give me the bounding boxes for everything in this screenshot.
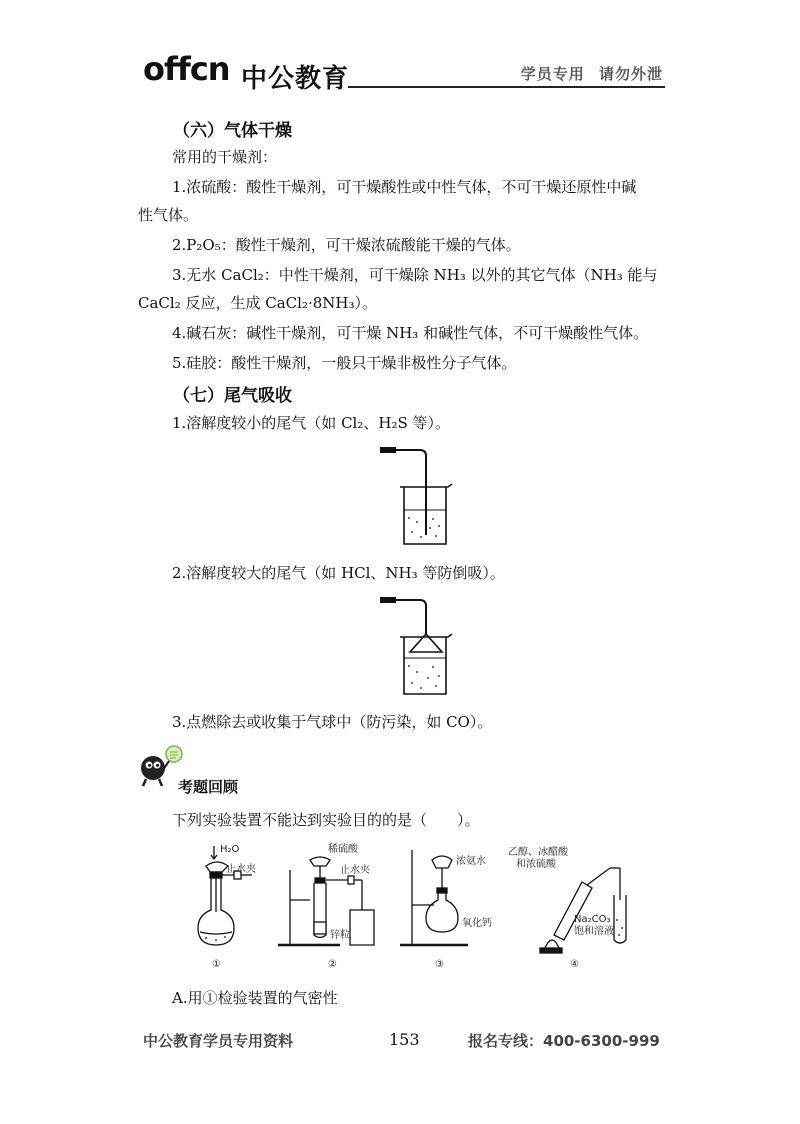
paragraph-tail-item3: 3.点燃除去或收集于气球中（防污染，如 CO）。 bbox=[172, 713, 493, 731]
paragraph-item4: 4.碱石灰：碱性干燥剂，可干燥 NH₃ 和碱性气体，不可干燥酸性气体。 bbox=[172, 324, 649, 342]
footer-left: 中公教育学员专用资料 bbox=[143, 1032, 294, 1050]
lab-apparatus-diagram bbox=[190, 840, 640, 975]
label-saturated: 饱和溶液 bbox=[574, 926, 614, 937]
paragraph-item3-line1: 3.无水 CaCl₂：中性干燥剂，可干燥除 NH₃ 以外的其它气体（NH₃ 能与 bbox=[172, 266, 658, 284]
label-n4: ④ bbox=[570, 959, 579, 970]
header-notice: 学员专用 请勿外泄 bbox=[520, 65, 663, 83]
review-heading: 考题回顾 bbox=[178, 778, 239, 796]
label-dilute-acid: 稀硫酸 bbox=[328, 844, 358, 855]
header-rule bbox=[348, 86, 665, 88]
paragraph-intro: 常用的干燥剂： bbox=[172, 148, 278, 166]
beaker-straight-tube-diagram bbox=[376, 440, 456, 552]
offcn-logo: offcn bbox=[143, 50, 230, 88]
paragraph-tail-item2: 2.溶解度较大的尾气（如 HCl、NH₃ 等防倒吸）。 bbox=[172, 564, 505, 582]
review-question: 下列实验装置不能达到实验目的的是（ ）。 bbox=[172, 811, 480, 829]
apparatus-4 bbox=[540, 868, 626, 953]
footer-right: 报名专线：400-6300-999 bbox=[468, 1032, 660, 1050]
page-header bbox=[143, 40, 665, 92]
page-number: 153 bbox=[389, 1030, 420, 1049]
paragraph-item1-line2: 性气体。 bbox=[138, 206, 199, 224]
beaker-inverted-funnel-diagram bbox=[376, 590, 456, 702]
logo-chinese-name: 中公教育 bbox=[241, 64, 350, 94]
label-ester-line2: 和浓硫酸 bbox=[516, 859, 556, 870]
label-ester-line1: 乙醇、冰醋酸 bbox=[508, 847, 568, 858]
label-zinc: 锌粒 bbox=[330, 930, 350, 941]
label-cao: 氧化钙 bbox=[462, 918, 492, 929]
paragraph-item2: 2.P₂O₅：酸性干燥剂，可干燥浓硫酸能干燥的气体。 bbox=[172, 236, 521, 254]
section-title-tail-gas: （七）尾气吸收 bbox=[173, 386, 292, 406]
label-ammonia: 浓氨水 bbox=[456, 856, 486, 867]
label-h2o: H₂O bbox=[220, 844, 240, 855]
option-a: A.用①检验装置的气密性 bbox=[172, 989, 338, 1007]
paragraph-item5: 5.硅胶：酸性干燥剂，一般只干燥非极性分子气体。 bbox=[172, 354, 517, 372]
apparatus-1 bbox=[198, 846, 252, 945]
label-n1: ① bbox=[212, 959, 221, 970]
label-n2: ② bbox=[328, 959, 337, 970]
paragraph-item3-line2: CaCl₂ 反应，生成 CaCl₂·8NH₃）。 bbox=[138, 294, 377, 312]
label-clamp-1: 止水夹 bbox=[226, 864, 256, 875]
label-clamp-2: 止水夹 bbox=[340, 865, 370, 876]
section-title-gas-drying: （六）气体干燥 bbox=[173, 121, 292, 141]
paragraph-item1-line1: 1.浓硫酸：酸性干燥剂，可干燥酸性或中性气体，不可干燥还原性中碱 bbox=[172, 178, 637, 196]
label-n3: ③ bbox=[435, 959, 444, 970]
paragraph-tail-item1: 1.溶解度较小的尾气（如 Cl₂、H₂S 等）。 bbox=[172, 414, 451, 432]
label-na2co3: Na₂CO₃ bbox=[574, 914, 611, 925]
